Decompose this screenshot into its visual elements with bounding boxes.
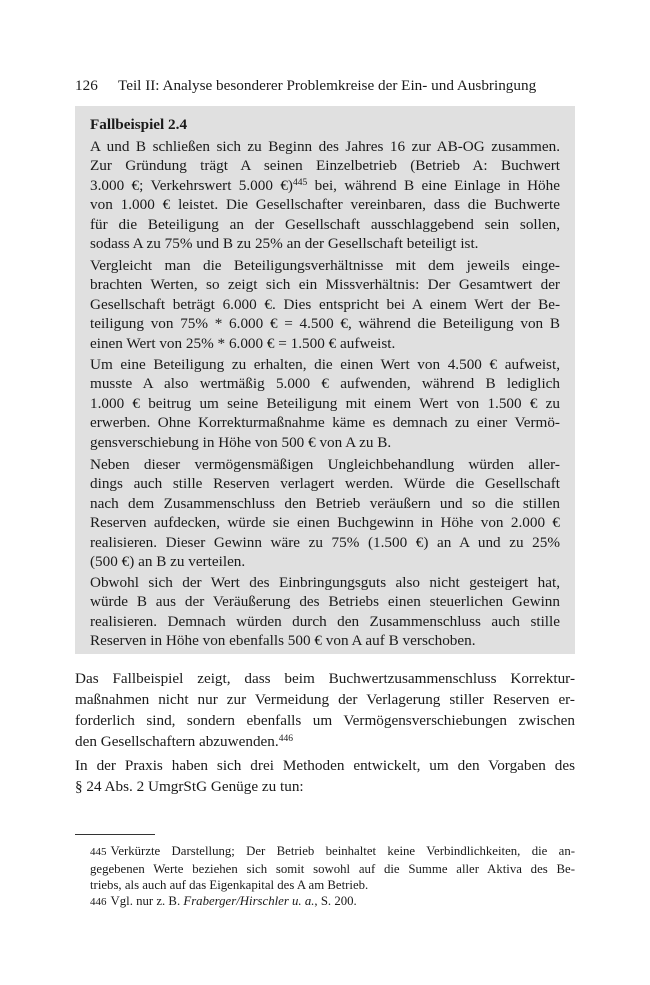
text-line: (500 €) an B zu verteilen. <box>90 553 246 571</box>
text-line: dings auch stille Reserven verlagert werden. Würde die Gesellschaft <box>90 475 560 493</box>
text-line: In der Praxis haben sich drei Methoden entwickelt, um den Vorgaben des <box>75 757 575 774</box>
cited-authors: Fraberger/Hirschler u. a. <box>183 894 315 908</box>
text-line: erwerben. Ohne Korrekturmaßnahme käme es demnach zu einer Vermö- <box>90 414 560 432</box>
text-line: Obwohl sich der Wert des Einbringungsguts also nicht gesteigert hat, <box>90 574 560 591</box>
text-line: Reserven aufdecken, würde sie einen Buchgewinn in Höhe von 2.000 € <box>90 514 560 532</box>
text-line: Gesellschaft beträgt 6.000 €. Dies entspricht bei A einem Wert der Be- <box>90 295 560 313</box>
text-line: einen Wert von 25% * 6.000 € = 1.500 € aufweist. <box>90 334 396 352</box>
text-line: 3.000 €; Verkehrswert 5.000 €)$^{445}$ bei, während B eine Einlage in Höhe <box>90 176 560 194</box>
text-line: Um eine Beteiligung zu erhalten, die einen Wert von 4.500 € aufweist, <box>90 356 560 373</box>
footnote-number: 446 <box>90 896 107 908</box>
footnote-ref-446[interactable]: 446 <box>278 734 293 744</box>
example-paragraph-2 <box>90 256 560 353</box>
text-line: Neben dieser vermögensmäßigen Ungleichbehandlung würden aller- <box>90 456 560 473</box>
text-line: Das Fallbeispiel zeigt, dass beim Buchwertzusammenschluss Korrektur- <box>75 670 575 687</box>
text-line: 446 Vgl. nur z. B. Fraberger/Hirschler u. a., S. 200. <box>90 894 357 908</box>
text-line: brachten Werten, so zeigt sich ein Missverhältnis: Der Gesamtwert der <box>90 276 560 294</box>
text-line: realisieren. Demnach würden durch den Zusammenschluss auch stille <box>90 612 560 630</box>
text-line: § 24 Abs. 2 UmgrStG Genüge zu tun: <box>75 778 304 795</box>
text-line: gensverschiebung in Höhe von 500 € von A zu B. <box>90 433 392 451</box>
example-paragraph-1 <box>90 137 560 253</box>
example-paragraph-3 <box>90 355 560 452</box>
body-paragraph-1 <box>75 668 575 752</box>
text-line: für die Beteiligung an der Gesellschaft ausschlaggebend sein sollen, <box>90 215 560 233</box>
text-line: nach dem Zusammenschluss den Betrieb veräußern und so die stillen <box>90 494 560 512</box>
text-line: von 1.000 € leistet. Die Gesellschafter vereinbaren, dass die Buchwerte <box>90 196 560 214</box>
text-line: A und B schließen sich zu Beginn des Jahres 16 zur AB-OG zusammen. <box>90 138 560 155</box>
text-line: teiligung von 75% * 6.000 € = 4.500 €, während die Beteiligung von B <box>90 315 560 333</box>
text-line: 1.000 € beitrug um seine Beteiligung mit einem Wert von 1.500 € zu <box>90 394 560 412</box>
footnote-446 <box>90 893 575 911</box>
text-line: gegebenen Werte beziehen sich somit sowohl auf die Summe aller Aktiva des Be- <box>90 861 575 876</box>
text-line: würde B aus der Veräußerung des Betriebs einen steuerlichen Gewinn <box>90 593 560 611</box>
text-line: maßnahmen nicht nur zur Vermeidung der Verlagerung stiller Reserven er- <box>75 691 575 708</box>
text-line: forderlich sind, sondern ebenfalls um Vermögensverschiebungen zwischen <box>75 712 575 729</box>
text-line: sodass A zu 75% und B zu 25% an der Gesellschaft beteiligt ist. <box>90 235 479 253</box>
example-title: Fallbeispiel 2.4 <box>90 116 188 133</box>
text-line: Vergleicht man die Beteiligungsverhältnisse mit dem jeweils einge- <box>90 257 560 274</box>
running-header <box>75 77 580 95</box>
example-paragraph-4 <box>90 455 560 571</box>
text-line: Reserven in Höhe von ebenfalls 500 € von A auf B verschoben. <box>90 632 476 650</box>
text-line: 445 Verkürzte Darstellung; Der Betrieb beinhaltet keine Verbindlichkeiten, die an- <box>90 844 575 858</box>
footnote-ref-445[interactable]: 445 <box>292 177 308 188</box>
body-paragraph-2 <box>75 755 575 797</box>
text-line: realisieren. Dieser Gewinn wäre zu 75% (1.500 €) an A und zu 25% <box>90 533 560 551</box>
footnote-number: 445 <box>90 846 107 858</box>
text-line: triebs, als auch auf das Eigenkapital des A am Betrieb. <box>90 878 369 892</box>
running-title: Teil II: Analyse besonderer Problemkreise der Ein- und Ausbringung <box>118 77 537 94</box>
text-line: Zur Gründung trägt A seinen Einzelbetrieb (Betrieb A: Buchwert <box>90 157 560 175</box>
footnote-445 <box>90 843 575 894</box>
text-line: musste A also wertmäßig 5.000 € aufwenden, während B lediglich <box>90 375 560 393</box>
page-number: 126 <box>75 77 98 94</box>
footnote-divider <box>75 834 155 835</box>
text-line: den Gesellschaftern abzuwenden.$^{446}$ <box>75 733 293 750</box>
example-paragraph-5 <box>90 573 560 651</box>
